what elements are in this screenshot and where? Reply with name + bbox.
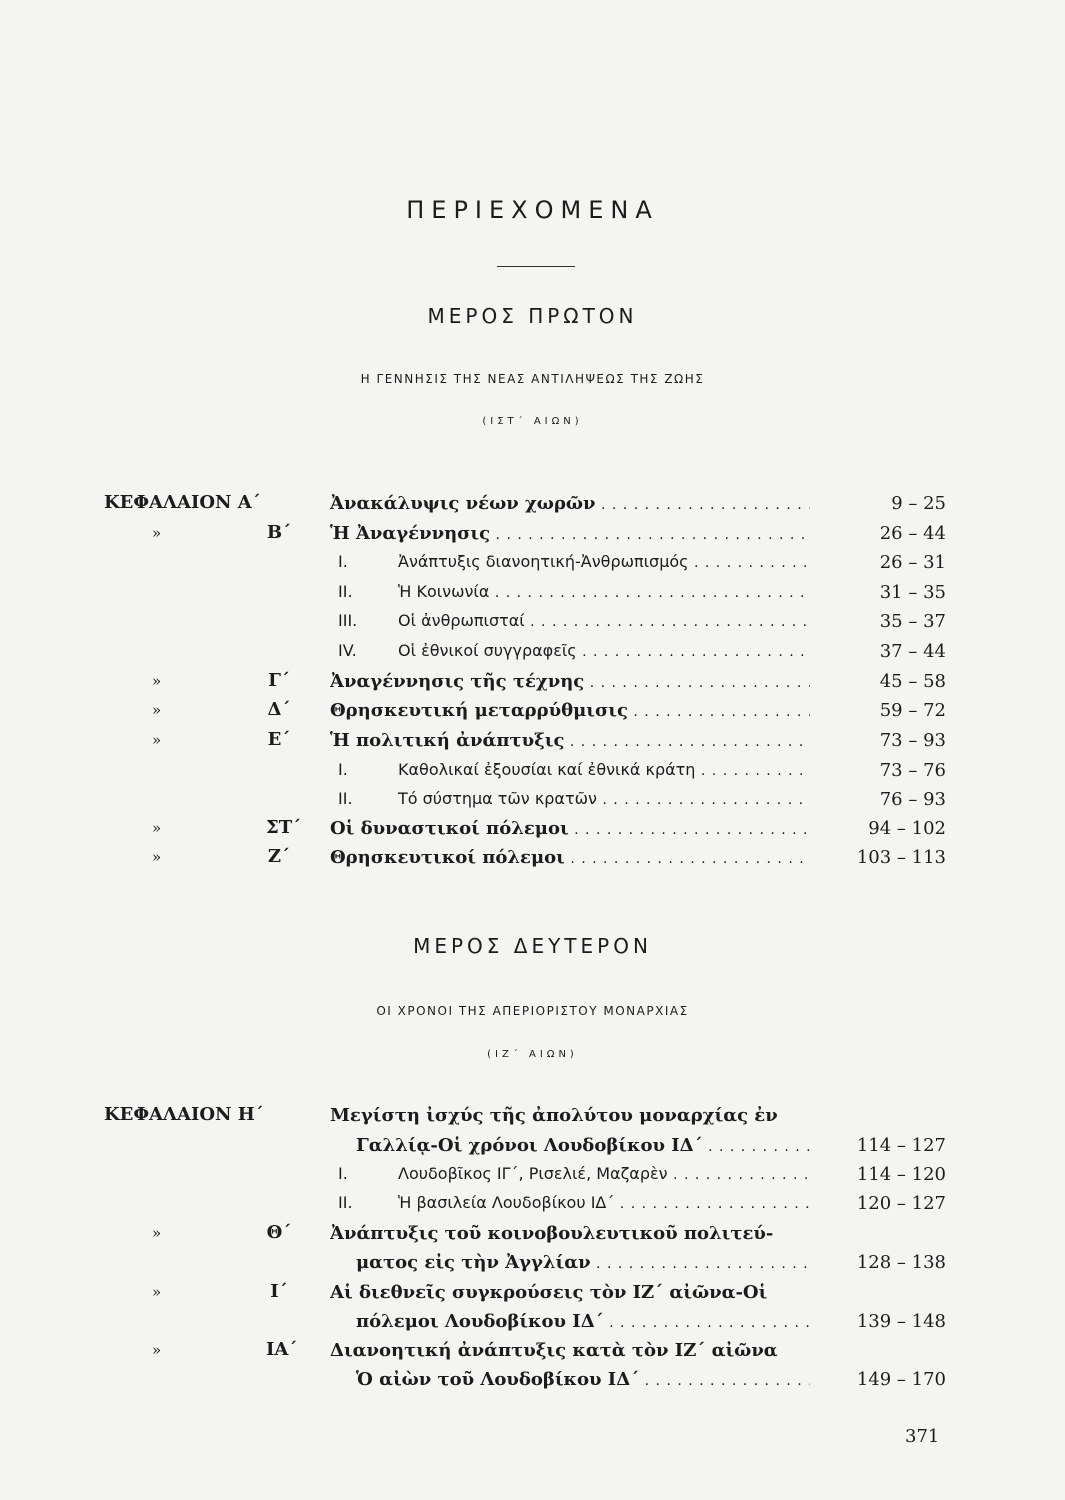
section-pages: 120 – 127 <box>856 1193 946 1214</box>
chapter-pages: 45 – 58 <box>879 671 946 692</box>
chapter-pages: 114 – 127 <box>856 1135 946 1156</box>
chapter-title: Ἀναγέννησις τῆς τέχνης . . . <box>330 671 810 695</box>
section-pages: 37 – 44 <box>879 641 946 662</box>
section-pages: 73 – 76 <box>879 760 946 781</box>
chapter-pages: 149 – 170 <box>856 1369 946 1390</box>
chapter-number: Β΄ <box>266 522 292 543</box>
section-title: Ἡ βασιλεία Λουδοβίκου ΙΔ΄ . . . <box>398 1193 810 1217</box>
chapter-pages: 128 – 138 <box>856 1252 946 1273</box>
section-pages: 76 – 93 <box>879 789 946 810</box>
chapter-title: Ἡ πολιτική ἀνάπτυξις . . . <box>330 730 810 754</box>
section-title: Καθολικαί ἐξουσίαι καί ἐθνικά κράτη . . . <box>398 760 810 784</box>
chapter-number: Ζ΄ <box>267 846 291 867</box>
toc-subrow <box>0 1161 1065 1191</box>
chapter-number: ΙΑ΄ <box>266 1339 298 1360</box>
chapter-title-line1: Ἀνάπτυξις τοῦ κοινοβουλευτικοῦ πολιτεύ- <box>330 1223 774 1244</box>
toc-subrow <box>0 757 1065 787</box>
toc-subrow <box>0 608 1065 638</box>
section-number: II. <box>338 1193 353 1212</box>
ditto-mark: » <box>152 672 162 690</box>
section-number: II. <box>338 582 353 601</box>
page-number: 371 <box>905 1426 940 1447</box>
chapter-number: Θ΄ <box>266 1222 292 1243</box>
chapter-pages: 59 – 72 <box>879 700 946 721</box>
toc-row <box>0 668 1065 698</box>
section-title: Τό σύστημα τῶν κρατῶν . . . <box>398 789 810 813</box>
section-title: Ἀνάπτυξις διανοητική-Ἀνθρωπισμός . . . <box>398 552 810 576</box>
toc-subrow <box>0 579 1065 609</box>
toc-subrow <box>0 1190 1065 1220</box>
section-number: II. <box>338 789 353 808</box>
chapter-pages: 139 – 148 <box>856 1311 946 1332</box>
chapter-title: Οἱ δυναστικοί πόλεμοι . . . <box>330 818 810 842</box>
toc-row <box>0 697 1065 727</box>
section-number: I. <box>338 552 348 571</box>
ditto-mark: » <box>152 701 162 719</box>
part2-title: ΜΕΡΟΣ ΔΕΥΤΕΡΟΝ <box>413 934 652 958</box>
part1-century: (ΙΣΤ΄ ΑΙΩΝ) <box>482 416 583 427</box>
section-number: I. <box>338 760 348 779</box>
section-title: Οἱ ἐθνικοί συγγραφεῖς . . . <box>398 641 810 665</box>
part2-century: (ΙΖ΄ ΑΙΩΝ) <box>487 1049 578 1060</box>
section-number: IV. <box>338 641 357 660</box>
section-number: III. <box>338 611 358 630</box>
toc-row-continued <box>0 1366 1065 1396</box>
section-pages: 35 – 37 <box>879 611 946 632</box>
ditto-mark: » <box>152 731 162 749</box>
section-pages: 31 – 35 <box>879 582 946 603</box>
chapter-title-line1: Αἱ διεθνεῖς συγκρούσεις τὸν ΙΖ΄ αἰῶνα-Οἱ <box>330 1282 768 1303</box>
ditto-mark: » <box>152 848 162 866</box>
section-number: I. <box>338 1164 348 1183</box>
toc-row <box>0 815 1065 845</box>
ditto-mark: » <box>152 1224 162 1242</box>
chapter-title: Ἡ Ἀναγέννησις . . . <box>330 523 810 547</box>
toc-row <box>0 520 1065 550</box>
chapter-title: Θρησκευτικοί πόλεμοι . . . <box>330 847 810 871</box>
toc-row <box>0 1220 1065 1250</box>
toc-row-continued <box>0 1249 1065 1279</box>
toc-row <box>0 844 1065 874</box>
ditto-mark: » <box>152 1341 162 1359</box>
part2-subtitle: ΟΙ ΧΡΟΝΟΙ ΤΗΣ ΑΠΕΡΙΟΡΙΣΤΟΥ ΜΟΝΑΡΧΙΑΣ <box>376 1004 689 1018</box>
chapter-label: ΚΕΦΑΛΑΙΟΝ Η΄ <box>104 1104 264 1125</box>
title-divider <box>497 266 575 267</box>
section-pages: 114 – 120 <box>856 1164 946 1185</box>
ditto-mark: » <box>152 819 162 837</box>
toc-subrow <box>0 549 1065 579</box>
toc-row-continued <box>0 1308 1065 1338</box>
toc-subrow <box>0 786 1065 816</box>
chapter-title-line2: ματος εἰς τὴν Ἀγγλίαν . . . <box>356 1252 810 1276</box>
section-title: Οἱ ἀνθρωπισταί . . . <box>398 611 810 635</box>
chapter-pages: 94 – 102 <box>868 818 946 839</box>
section-title: Λουδοβῖκος ΙΓ΄, Ρισελιέ, Μαζαρὲν . . . <box>398 1164 810 1188</box>
toc-row <box>0 490 1065 520</box>
chapter-number: Ε΄ <box>267 729 291 750</box>
chapter-label: ΚΕΦΑΛΑΙΟΝ Α΄ <box>104 492 261 513</box>
chapter-title: Θρησκευτική μεταρρύθμισις . . . <box>330 700 810 724</box>
toc-row <box>0 1279 1065 1309</box>
page-title: ΠΕΡΙΕΧΟΜΕΝΑ <box>406 196 659 224</box>
toc-row <box>0 1337 1065 1367</box>
part1-title: ΜΕΡΟΣ ΠΡΩΤΟΝ <box>427 304 638 328</box>
chapter-pages: 73 – 93 <box>879 730 946 751</box>
chapter-number: ΣΤ΄ <box>266 817 302 838</box>
chapter-pages: 26 – 44 <box>879 523 946 544</box>
toc-row-continued <box>0 1132 1065 1162</box>
section-pages: 26 – 31 <box>879 552 946 573</box>
chapter-title-line2: πόλεμοι Λουδοβίκου ΙΔ΄ . . . <box>356 1311 810 1335</box>
toc-subrow <box>0 638 1065 668</box>
chapter-pages: 103 – 113 <box>856 847 946 868</box>
chapter-title-line1: Μεγίστη ἰσχύς τῆς ἀπολύτου μοναρχίας ἐν <box>330 1105 778 1126</box>
ditto-mark: » <box>152 1283 162 1301</box>
toc-row <box>0 727 1065 757</box>
ditto-mark: » <box>152 524 162 542</box>
chapter-title: Ἀνακάλυψις νέων χωρῶν . . . <box>330 493 810 517</box>
section-title: Ἡ Κοινωνία . . . <box>398 582 810 606</box>
chapter-pages: 9 – 25 <box>891 493 946 514</box>
chapter-number: Γ΄ <box>268 670 290 691</box>
chapter-title-line1: Διανοητική ἀνάπτυξις κατὰ τὸν ΙΖ΄ αἰῶνα <box>330 1340 778 1361</box>
chapter-number: Ι΄ <box>270 1281 288 1302</box>
toc-row <box>0 1102 1065 1132</box>
chapter-number: Δ΄ <box>267 699 291 720</box>
part1-subtitle: Η ΓΕΝΝΗΣΙΣ ΤΗΣ ΝΕΑΣ ΑΝΤΙΛΗΨΕΩΣ ΤΗΣ ΖΩΗΣ <box>360 372 705 386</box>
chapter-title-line2: Ὁ αἰὼν τοῦ Λουδοβίκου ΙΔ΄ . . . <box>356 1369 810 1393</box>
chapter-title-line2: Γαλλίᾳ-Οἱ χρόνοι Λουδοβίκου ΙΔ΄ . . . <box>356 1135 810 1159</box>
